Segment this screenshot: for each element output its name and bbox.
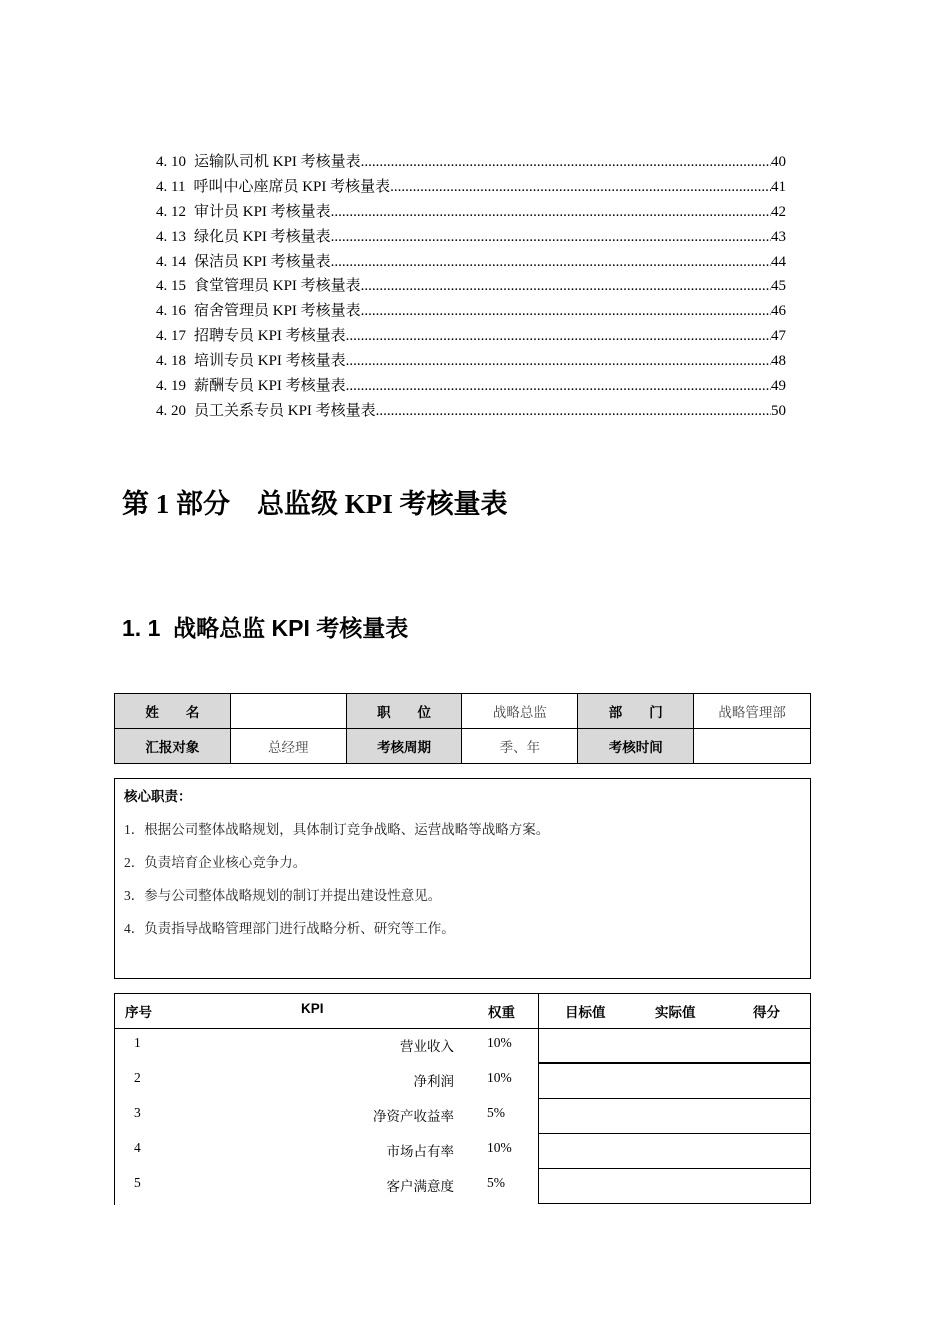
table-row [114,1098,538,1133]
name-value [230,694,346,729]
kpi-seq: 4 [134,1140,141,1155]
section-title: 1. 1 战略总监 KPI 考核量表 [122,615,409,641]
time-value [694,729,811,764]
kpi-seq: 5 [134,1175,141,1190]
header-kpi: KPI [301,1001,324,1016]
toc-entry[interactable]: 4. 19 薪酬专员 KPI 考核量表 ..... 49 [156,374,786,399]
table-row [114,1028,538,1063]
kpi-value-cells[interactable] [538,1028,811,1063]
name-label: 姓 名 [115,694,231,729]
toc-entry[interactable]: 4. 13 绿化员 KPI 考核量表 ..... 43 [156,225,786,250]
toc-entry[interactable]: 4. 11 呼叫中心座席员 KPI 考核量表 ..... 41 [156,175,786,200]
toc-entry[interactable]: 4. 14 保洁员 KPI 考核量表 ..... 44 [156,250,786,275]
toc-entry[interactable]: 4. 10 运输队司机 KPI 考核量表 ..... 40 [156,150,786,175]
duties-heading: 核心职责： [124,789,192,804]
kpi-value-cells[interactable] [538,1098,811,1134]
table-row [114,1133,538,1168]
header-target: 目标值 [565,1005,606,1020]
table-row [115,729,811,764]
duty-item: 3．参与公司整体战略规划的制订并提出建设性意见。 [124,888,442,903]
kpi-table [114,993,811,1205]
part-title: 第 1 部分 总监级 KPI 考核量表 [122,489,508,519]
info-table [114,693,811,764]
kpi-seq: 1 [134,1035,141,1050]
kpi-weight: 5% [487,1105,505,1120]
core-duties-box [114,778,811,979]
toc-entry[interactable]: 4. 16 宿舍管理员 KPI 考核量表 ..... 46 [156,299,786,324]
duty-item: 1．根据公司整体战略规划，具体制订竞争战略、运营战略等战略方案。 [124,822,550,837]
header-score: 得分 [753,1005,780,1020]
kpi-name: 市场占有率 [386,1144,454,1159]
kpi-value-cells[interactable] [538,1063,811,1099]
table-row [114,1063,538,1098]
table-row [115,694,811,729]
kpi-seq: 3 [134,1105,141,1120]
report-value: 总经理 [230,729,346,764]
kpi-value-cells[interactable] [538,1133,811,1169]
cycle-label: 考核周期 [346,729,462,764]
toc-entry[interactable]: 4. 12 审计员 KPI 考核量表 ..... 42 [156,200,786,225]
header-actual: 实际值 [655,1005,696,1020]
kpi-name: 客户满意度 [386,1179,454,1194]
kpi-name: 净资产收益率 [373,1109,454,1124]
header-seq: 序号 [125,1005,152,1020]
duty-item: 2．负责培育企业核心竞争力。 [124,855,307,870]
duty-item: 4．负责指导战略管理部门进行战略分析、研究等工作。 [124,921,455,936]
toc-entry[interactable]: 4. 18 培训专员 KPI 考核量表 ..... 48 [156,349,786,374]
kpi-value-cells[interactable] [538,1168,811,1204]
position-label: 职 位 [346,694,462,729]
toc-entry[interactable]: 4. 15 食堂管理员 KPI 考核量表 ..... 45 [156,274,786,299]
header-weight: 权重 [488,1005,515,1020]
cycle-value: 季、年 [462,729,578,764]
kpi-seq: 2 [134,1070,141,1085]
dept-label: 部 门 [578,694,694,729]
toc-entry[interactable]: 4. 20 员工关系专员 KPI 考核量表 ..... 50 [156,399,786,424]
position-value: 战略总监 [462,694,578,729]
time-label: 考核时间 [578,729,694,764]
kpi-weight: 10% [487,1070,512,1085]
table-row [114,1168,538,1203]
kpi-weight: 10% [487,1140,512,1155]
table-of-contents [156,150,786,424]
report-label: 汇报对象 [115,729,231,764]
dept-value: 战略管理部 [694,694,811,729]
kpi-name: 净利润 [413,1074,454,1089]
kpi-name: 营业收入 [400,1039,454,1054]
toc-entry[interactable]: 4. 17 招聘专员 KPI 考核量表 ..... 47 [156,324,786,349]
kpi-weight: 5% [487,1175,505,1190]
kpi-table-header [114,993,811,1029]
kpi-weight: 10% [487,1035,512,1050]
